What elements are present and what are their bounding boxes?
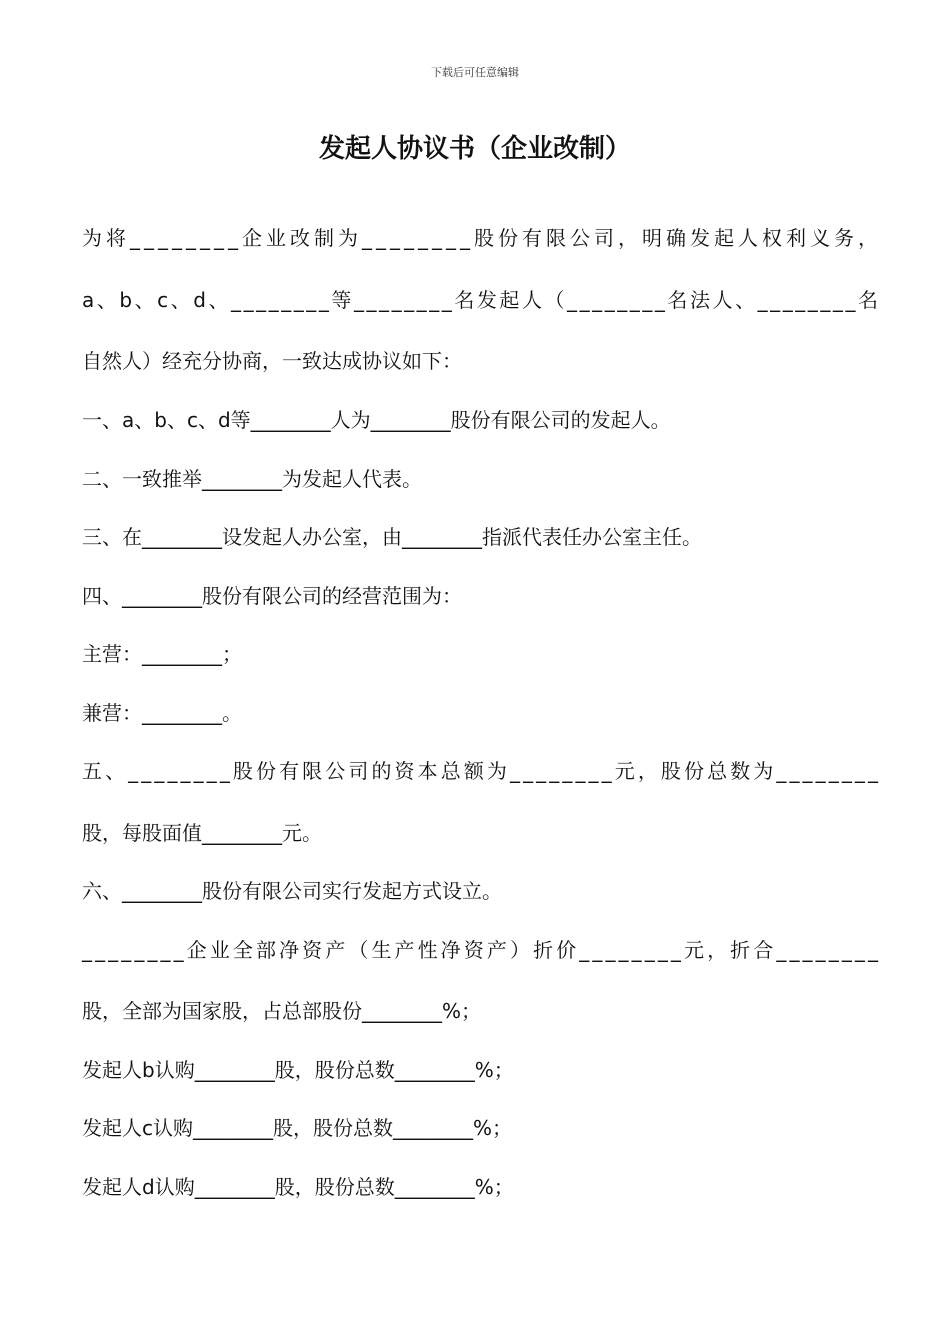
subscriber-b-line: 发起人b认购________股，股份总数________%； <box>82 1058 514 1082</box>
clause-4: 四、________股份有限公司的经营范围为： <box>82 584 462 608</box>
paragraph-line: 为将________企业改制为________股份有限公司，明确发起人权利义务， <box>82 226 882 250</box>
clause-2: 二、一致推举________为发起人代表。 <box>82 467 422 491</box>
side-business-line: 兼营：________。 <box>82 701 242 725</box>
paragraph-line: 股，每股面值________元。 <box>82 821 322 845</box>
header-note: 下载后可任意编辑 <box>431 66 519 79</box>
clause-3: 三、在________设发起人办公室，由________指派代表任办公室主任。 <box>82 525 702 549</box>
document-title: 发起人协议书（企业改制） <box>318 134 631 164</box>
subscriber-d-line: 发起人d认购________股，股份总数________%； <box>82 1175 514 1199</box>
clause-1: 一、a、b、c、d等________人为________股份有限公司的发起人。 <box>82 408 671 432</box>
clause-6: 六、________股份有限公司实行发起方式设立。 <box>82 879 502 903</box>
subscriber-c-line: 发起人c认购________股，股份总数________%； <box>82 1116 512 1140</box>
paragraph-line: ________企业全部净资产（生产性净资产）折价________元，折合________ <box>82 938 882 962</box>
paragraph-line: a、b、c、d、________等________名发起人（________名法人、________名 <box>82 288 881 312</box>
main-business-line: 主营：________； <box>82 642 242 666</box>
paragraph-line: 自然人）经充分协商，一致达成协议如下： <box>82 349 462 373</box>
paragraph-line: 股，全部为国家股，占总部股份________%； <box>82 999 482 1023</box>
clause-5: 五、________股份有限公司的资本总额为________元，股份总数为________ <box>82 759 882 783</box>
